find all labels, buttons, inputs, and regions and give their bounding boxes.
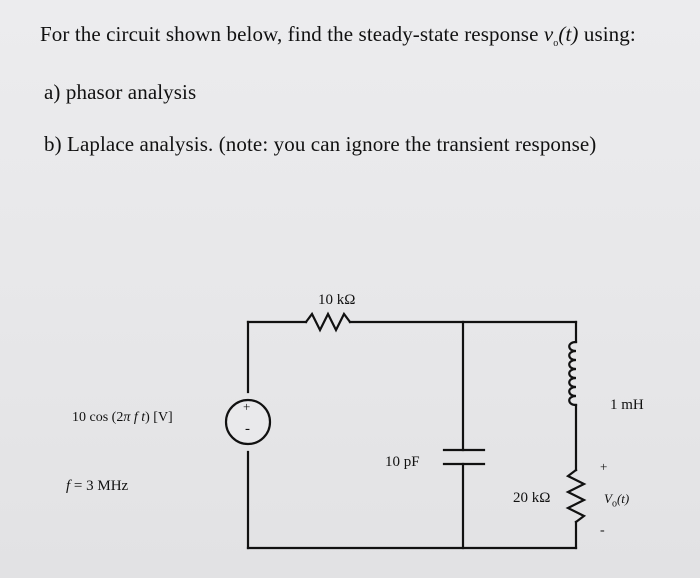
title-variable: v (543, 22, 554, 46)
inductor-label: 1 mH (610, 397, 644, 413)
frequency-label-value: = 3 MHz (70, 478, 129, 494)
output-argument: (t) (616, 491, 630, 506)
source-label (72, 410, 173, 426)
output-label (604, 491, 629, 510)
output-plus-sign: + (600, 459, 608, 474)
source-label-t: t (141, 410, 146, 425)
title-argument: (t) (558, 22, 579, 46)
source-label-f: f (133, 410, 138, 425)
source-minus-sign: - (245, 421, 250, 437)
source-plus-sign: + (243, 399, 251, 414)
source-label-pi: π (123, 410, 131, 425)
frequency-label (66, 478, 128, 495)
source-label-suffix: ) [V] (145, 410, 173, 425)
resistor-10k-symbol (306, 314, 350, 330)
resistor-20k-symbol (568, 470, 584, 522)
output-minus-sign: - (600, 523, 605, 538)
title-subscript: o (553, 38, 559, 50)
title-prefix: For the circuit shown below, find the steady-state response (40, 22, 544, 46)
resistor-20k-label: 20 kΩ (513, 490, 551, 506)
source-label-prefix: 10 cos (2 (72, 410, 124, 425)
capacitor-label: 10 pF (385, 454, 420, 470)
part-b: b) Laplace analysis. (note: you can ignore the transient response) (44, 132, 597, 156)
frequency-label-f: f (66, 478, 71, 494)
output-subscript: o (611, 498, 617, 510)
part-a: a) phasor analysis (44, 80, 197, 104)
inductor-symbol (569, 342, 576, 405)
resistor-10k-label: 10 kΩ (318, 292, 356, 308)
output-var: V (604, 491, 612, 506)
title-suffix: using: (578, 22, 636, 46)
